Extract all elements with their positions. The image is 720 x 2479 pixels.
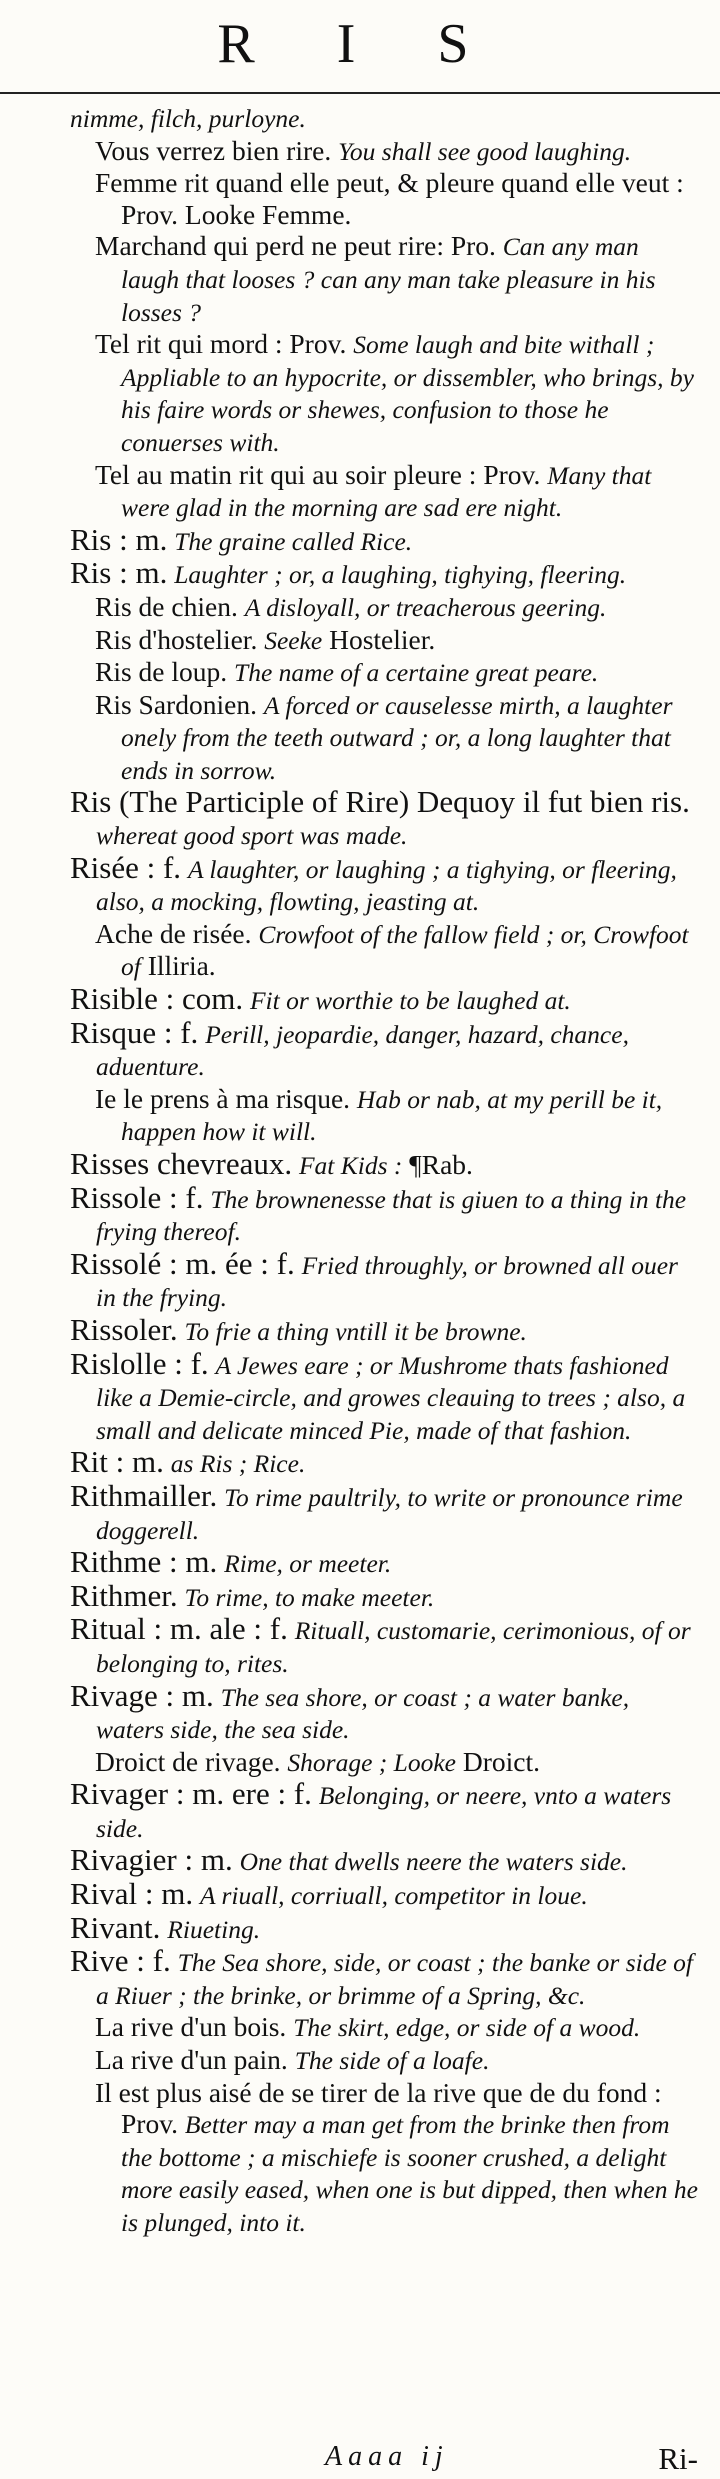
dictionary-entry — [70, 1909, 698, 1946]
dictionary-entry — [70, 521, 698, 558]
english-gloss: You shall see good laughing. — [338, 136, 632, 166]
headword: Rit : m. — [70, 1444, 164, 1480]
english-gloss: Many that were glad in the morning are sad ere night. — [121, 460, 652, 523]
english-gloss: Belonging, or neere, vnto a waters side. — [96, 1781, 672, 1843]
dictionary-entry — [70, 849, 698, 918]
headword: Rivage : m. — [70, 1677, 214, 1713]
dictionary-entry — [70, 1945, 698, 2011]
english-gloss: Shorage ; Looke — [287, 1747, 456, 1777]
french-phrase: Femme rit quand elle peut, & pleure quand elle veut : Prov. Looke — [95, 167, 684, 230]
headword: Rival : m. — [70, 1876, 194, 1912]
dictionary-entry — [70, 689, 698, 787]
dictionary-entry — [70, 1311, 698, 1348]
cross-reference: Droict. — [462, 1745, 540, 1777]
english-gloss: Better may a man get from the brinke then from the bottome ; a mischiefe is sooner crushed, a delight more easily eased, when one is but dipped, then when he is plunged, into it. — [121, 2110, 698, 2237]
cross-reference: Hostelier. — [329, 623, 436, 655]
dictionary-entry — [70, 656, 698, 689]
headword: Risée : f. — [70, 849, 182, 885]
french-phrase: Ache de risée. — [95, 917, 252, 949]
french-phrase: La rive d'un bois. — [95, 2011, 287, 2043]
dictionary-entry — [70, 1778, 698, 1844]
english-gloss: To rime paultrily, to write or pronounce rime doggerell. — [96, 1482, 683, 1545]
dictionary-entry — [70, 167, 698, 230]
dictionary-entry — [70, 2077, 698, 2239]
english-gloss: A forced or causelesse mirth, a laughter onely from the teeth outward ; or, a long laughter that ends in sorrow. — [121, 690, 673, 785]
english-gloss: Seeke — [264, 625, 323, 655]
english-gloss: The side of a loafe. — [294, 2046, 490, 2076]
cross-reference: Illiria. — [147, 950, 216, 982]
english-gloss: A Jewes eare ; or Mushrome thats fashioned like a Demie-circle, and growes cleauing to trees ; also, a small and delicate minced Pie, made of that fashion. — [96, 1350, 686, 1445]
english-gloss: Can any man laugh that looses ? can any man take pleasure in his losses ? — [121, 232, 656, 327]
headword: Rivager : m. ere : f. — [70, 1776, 312, 1812]
english-gloss: A laughter, or laughing ; a tighying, or fleering, also, a mocking, flowting, jeasting at. — [96, 854, 677, 917]
running-head: R I S — [217, 13, 503, 75]
headword: Rithmer. — [70, 1577, 178, 1613]
english-gloss: Fit or worthie to be laughed at. — [249, 986, 571, 1016]
dictionary-entry — [70, 1083, 698, 1148]
headword: Risque : f. — [70, 1014, 199, 1050]
dictionary-entry — [70, 328, 698, 458]
headword: Risible : com. — [70, 981, 244, 1017]
english-gloss: The brownenesse that is giuen to a thing in the frying thereof. — [96, 1184, 687, 1247]
dictionary-entry — [70, 135, 698, 168]
english-gloss: Fat Kids : — [298, 1151, 403, 1180]
english-gloss: Fried throughly, or browned all ouer in the frying. — [96, 1250, 678, 1313]
french-phrase: Tel rit qui mord : Prov. — [95, 328, 347, 360]
english-gloss: Riueting. — [167, 1914, 261, 1944]
dictionary-entry — [70, 1613, 698, 1679]
french-phrase: Ris de loup. — [95, 656, 228, 688]
dictionary-entry — [70, 591, 698, 624]
english-gloss: The name of a certaine great peare. — [234, 658, 599, 688]
dictionary-entry — [70, 1245, 698, 1314]
english-gloss: A riuall, corriuall, competitor in loue. — [200, 1881, 588, 1911]
headword: Rivagier : m. — [70, 1842, 233, 1878]
dictionary-entry — [70, 1746, 698, 1779]
headword: Rissoler. — [70, 1311, 178, 1347]
entries-column — [70, 102, 698, 2239]
dictionary-entry — [70, 918, 698, 983]
dictionary-entry — [70, 1179, 698, 1248]
dictionary-entry — [70, 1477, 698, 1546]
english-gloss: The graine called Rice. — [174, 526, 413, 556]
cross-reference: ¶Rab. — [409, 1149, 473, 1180]
english-gloss: as Ris ; Rice. — [170, 1449, 306, 1479]
headword: Risses chevreaux. — [70, 1146, 293, 1181]
headword: Ritual : m. ale : f. — [70, 1611, 288, 1647]
headword: Rislolle : f. — [70, 1345, 209, 1381]
french-phrase: Il est plus aisé de se tirer de la rive que de du fond : Prov. — [95, 2076, 662, 2140]
english-gloss: whereat good sport was made. — [96, 821, 408, 851]
english-gloss: Rime, or meeter. — [224, 1549, 392, 1579]
dictionary-entry — [70, 1844, 698, 1878]
dictionary-entry — [70, 1546, 698, 1580]
page-footer — [70, 2441, 698, 2475]
english-gloss: The sea shore, or coast ; a water banke, waters side, the sea side. — [96, 1682, 630, 1745]
french-phrase: Vous verrez bien rire. — [95, 134, 332, 166]
french-phrase: La rive d'un pain. — [95, 2044, 288, 2076]
headword: Rithmailler. — [70, 1477, 218, 1513]
english-gloss: To rime, to make meeter. — [184, 1582, 435, 1612]
headword: Ris : m. — [70, 521, 168, 557]
english-gloss: Hab or nab, at my perill be it, happen how it will. — [121, 1084, 663, 1147]
headword: Rithme : m. — [70, 1544, 218, 1580]
signature-mark: Aaaa ij — [325, 2441, 449, 2472]
dictionary-entry — [70, 1677, 698, 1746]
dictionary-entry — [70, 624, 698, 657]
french-phrase: Ie le prens à ma risque. — [95, 1082, 351, 1114]
english-gloss: To frie a thing vntill it be browne. — [184, 1316, 527, 1346]
headword: Rissolé : m. ée : f. — [70, 1245, 295, 1281]
dictionary-entry — [70, 1148, 698, 1182]
catchword: Ri- — [658, 2441, 698, 2476]
english-gloss: One that dwells neere the waters side. — [239, 1847, 628, 1877]
english-gloss: The Sea shore, side, or coast ; the banke or side of a Riuer ; the brinke, or brimme of a Spring, &c. — [96, 1948, 693, 2010]
dictionary-entry — [70, 230, 698, 328]
dictionary-entry — [70, 1446, 698, 1480]
english-gloss: Crowfoot of the fallow field ; or, Crowfoot of — [121, 919, 689, 982]
dictionary-entry — [70, 1014, 698, 1083]
headword: Rissole : f. — [70, 1179, 204, 1215]
english-gloss: A disloyall, or treacherous geering. — [244, 592, 607, 622]
headword: Rive : f. — [70, 1943, 171, 1979]
english-gloss: Some laugh and bite withall ; Appliable to an hypocrite, or dissembler, who brings, by his faire words or shewes, confusion to those he conuerses with. — [121, 330, 695, 457]
cross-reference: Femme. — [262, 198, 352, 230]
english-gloss: Rituall, customarie, cerimonious, of or belonging to, rites. — [96, 1616, 691, 1678]
french-phrase: Ris Sardonien. — [95, 688, 257, 720]
english-gloss: Perill, jeopardie, danger, hazard, chance, aduenture. — [96, 1019, 629, 1082]
dictionary-entry — [70, 983, 698, 1017]
english-gloss: The skirt, edge, or side of a wood. — [293, 2013, 641, 2043]
dictionary-entry — [70, 102, 698, 135]
dictionary-entry — [70, 459, 698, 524]
dictionary-entry — [70, 1345, 698, 1447]
french-phrase: Ris de chien. — [95, 590, 238, 622]
headword: Rivant. — [70, 1909, 161, 1945]
headword: Ris : m. — [70, 555, 168, 591]
french-phrase: Tel au matin rit qui au soir pleure : Prov. — [95, 458, 541, 490]
dictionary-entry — [70, 1577, 698, 1614]
french-phrase: Ris d'hostelier. — [95, 623, 258, 655]
header-rule — [0, 92, 720, 94]
french-phrase: Marchand qui perd ne peut rire: Pro. — [95, 230, 496, 262]
dictionary-entry — [70, 1878, 698, 1912]
headword: Ris (The Participle of Rire) Dequoy il fut bien ris. — [70, 784, 690, 820]
dictionary-entry — [70, 786, 698, 851]
english-gloss: nimme, filch, purloyne. — [70, 104, 306, 133]
english-gloss: Laughter ; or, a laughing, tighying, fleering. — [174, 560, 627, 590]
french-phrase: Droict de rivage. — [95, 1745, 281, 1777]
dictionary-entry — [70, 2011, 698, 2044]
dictionary-entry — [70, 2044, 698, 2077]
dictionary-entry — [70, 557, 698, 591]
